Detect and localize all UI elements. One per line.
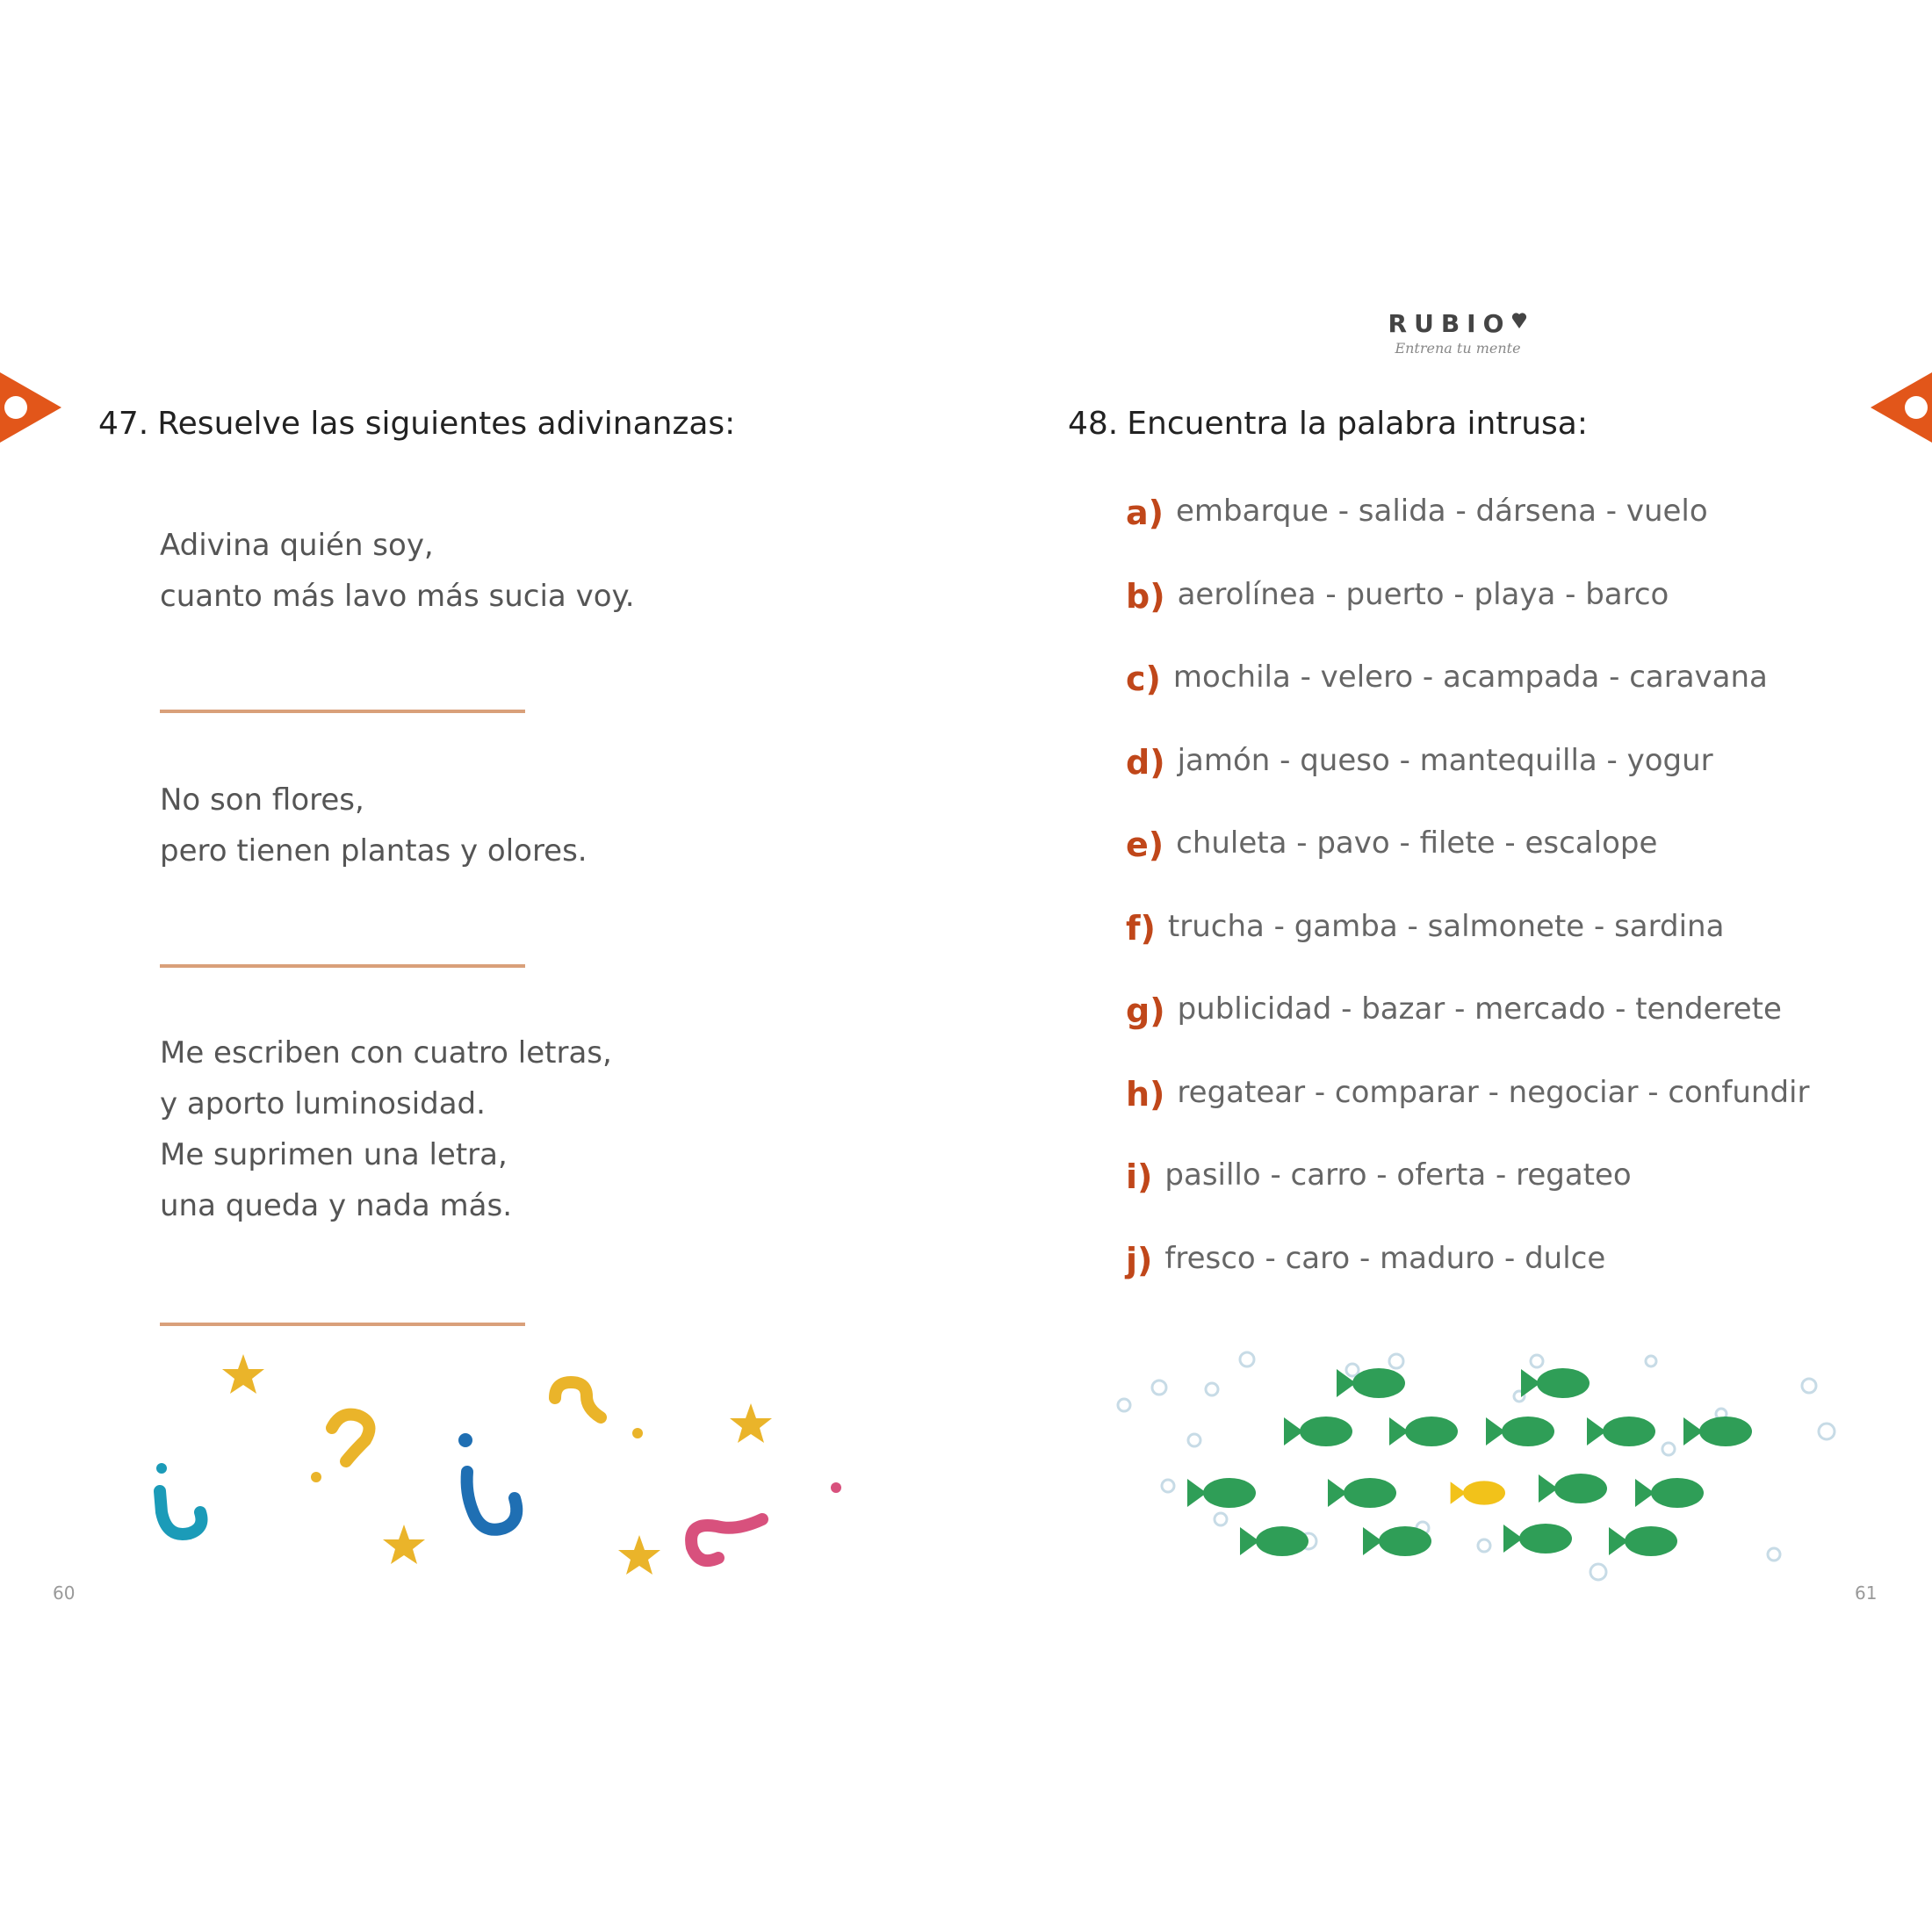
option-words: embarque - salida - dársena - vuelo [1176,494,1708,529]
option-words: trucha - gamba - salmonete - sardina [1167,908,1725,944]
option-a [1126,494,1872,577]
option-words: jamón - queso - mantequilla - yogur [1177,742,1713,778]
answer-line-2[interactable] [160,964,525,968]
option-letter: e) [1126,825,1164,864]
riddle-line: Me escriben con cuatro letras, [160,1035,612,1071]
riddle-line: Me suprimen una letra, [160,1137,508,1172]
option-h [1126,1075,1872,1158]
brand-logo [1370,309,1546,357]
option-d [1126,743,1872,826]
left-tab-icon [0,372,61,443]
option-letter: g) [1126,991,1165,1030]
option-letter: b) [1126,576,1165,616]
exercise-instruction: Resuelve las siguientes adivinanzas: [157,406,736,442]
fish-icon [1187,1368,1752,1556]
page-number-left: 60 [53,1582,76,1604]
option-g [1126,991,1872,1075]
option-words: regatear - comparar - negociar - confundir [1177,1074,1810,1110]
option-words: aerolínea - puerto - playa - barco [1177,576,1669,612]
page-number-right: 61 [1855,1582,1878,1604]
right-tab-icon [1871,372,1932,443]
option-j [1126,1241,1872,1324]
stars-question-marks-decoration [141,1344,878,1598]
intruder-word-list [1126,494,1872,1323]
exercise-number: 48. [1068,406,1119,442]
bubbles [1118,1352,1835,1580]
option-i [1126,1157,1872,1241]
option-c [1126,660,1872,743]
brand-name: RUBIO [1388,309,1511,338]
option-letter: j) [1126,1240,1153,1280]
option-words: chuleta - pavo - filete - escalope [1176,825,1658,861]
option-words: mochila - velero - acampada - caravana [1172,660,1768,695]
option-letter: h) [1126,1074,1165,1114]
option-f [1126,909,1872,992]
exercise-48-title [1068,406,1588,442]
exercise-47-title [98,406,735,442]
option-letter: i) [1126,1157,1153,1196]
option-letter: a) [1126,494,1164,532]
option-words: pasillo - carro - oferta - regateo [1164,1157,1632,1193]
brand-tagline: Entrena tu mente [1395,340,1521,357]
answer-line-1[interactable] [160,710,525,713]
option-words: fresco - caro - maduro - dulce [1164,1240,1606,1276]
riddle-1 [160,520,704,622]
brand-heart-icon [1511,309,1527,330]
option-b [1126,577,1872,660]
option-letter: c) [1126,660,1161,698]
riddle-line: una queda y nada más. [160,1188,513,1223]
option-letter: f) [1126,908,1156,948]
riddle-line: Adivina quién soy, [160,528,434,563]
option-letter: d) [1126,742,1165,782]
answer-line-3[interactable] [160,1323,525,1326]
riddle-line: y aporto luminosidad. [160,1086,486,1121]
option-e [1126,825,1872,909]
question-mark-icon [156,1382,841,1561]
option-words: publicidad - bazar - mercado - tenderete [1177,991,1782,1027]
exercise-instruction: Encuentra la palabra intrusa: [1127,406,1588,442]
riddle-2 [160,775,704,876]
exercise-number: 47. [98,406,149,442]
riddle-line: pero tienen plantas y olores. [160,833,588,869]
riddle-line: cuanto más lavo más sucia voy. [160,579,635,614]
riddle-line: No son flores, [160,782,364,818]
school-of-fish-decoration [1107,1344,1844,1590]
yellow-fish-icon [1451,1481,1505,1504]
riddle-3 [160,1027,704,1231]
